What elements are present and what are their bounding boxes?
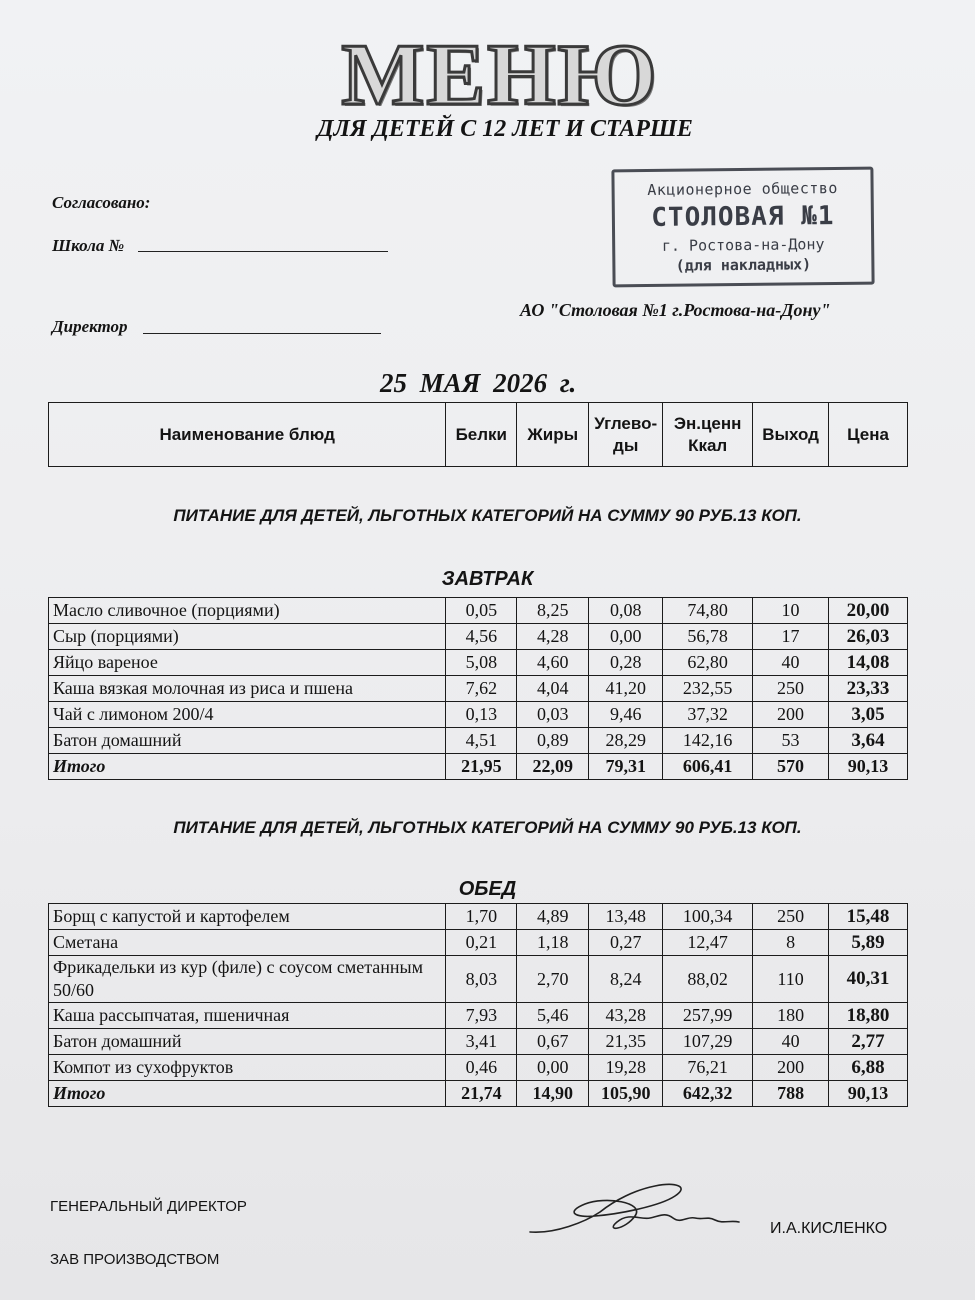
cell-fat: 22,09 — [517, 754, 589, 780]
col-name: Наименование блюд — [49, 403, 446, 467]
cell-fat: 4,60 — [517, 650, 589, 676]
cell-yield: 40 — [753, 650, 829, 676]
cell-price: 2,77 — [829, 1029, 908, 1055]
cell-fat: 0,89 — [517, 728, 589, 754]
cell-price: 40,31 — [829, 956, 908, 1003]
cell-name: Яйцо вареное — [49, 650, 446, 676]
school-line — [138, 251, 388, 252]
cell-yield: 17 — [753, 624, 829, 650]
cell-carbs: 105,90 — [589, 1081, 663, 1107]
cell-protein: 21,74 — [446, 1081, 517, 1107]
cell-fat: 4,89 — [517, 904, 589, 930]
signer-name: И.А.КИСЛЕНКО — [770, 1220, 888, 1237]
cell-name: Сметана — [49, 930, 446, 956]
cell-name: Фрикадельки из кур (филе) с соусом сметанным 50/60 — [49, 956, 446, 1003]
cell-energy: 232,55 — [663, 676, 753, 702]
cell-yield: 8 — [753, 930, 829, 956]
table-row — [49, 650, 908, 676]
cell-fat: 1,18 — [517, 930, 589, 956]
cell-price: 90,13 — [829, 754, 908, 780]
col-carbs-line2: ды — [613, 435, 639, 455]
table-row — [49, 1003, 908, 1029]
cell-name: Каша рассыпчатая, пшеничная — [49, 1003, 446, 1029]
cell-price: 5,89 — [829, 930, 908, 956]
cell-name: Сыр (порциями) — [49, 624, 446, 650]
cell-carbs: 0,08 — [589, 598, 663, 624]
cell-name: Борщ с капустой и картофелем — [49, 904, 446, 930]
cell-yield: 200 — [753, 1055, 829, 1081]
cell-price: 23,33 — [829, 676, 908, 702]
cell-fat: 8,25 — [517, 598, 589, 624]
cell-price: 90,13 — [829, 1081, 908, 1107]
col-price: Цена — [829, 403, 908, 467]
col-energy-line1: Эн.ценн — [673, 413, 742, 433]
cell-name: Батон домашний — [49, 1029, 446, 1055]
cell-energy: 88,02 — [663, 956, 753, 1003]
cell-energy: 100,34 — [663, 904, 753, 930]
cell-fat: 14,90 — [517, 1081, 589, 1107]
cell-carbs: 21,35 — [589, 1029, 663, 1055]
cell-yield: 10 — [753, 598, 829, 624]
col-carbs-line1: Углево- — [594, 413, 658, 433]
table-row — [49, 930, 908, 956]
table-row — [49, 624, 908, 650]
cell-fat: 0,03 — [517, 702, 589, 728]
cell-fat: 0,00 — [517, 1055, 589, 1081]
cell-name: Батон домашний — [49, 728, 446, 754]
director-label: Директор — [52, 317, 128, 336]
cell-price: 18,80 — [829, 1003, 908, 1029]
cell-fat: 5,46 — [517, 1003, 589, 1029]
cell-name: Компот из сухофруктов — [49, 1055, 446, 1081]
page-subtitle: ДЛЯ ДЕТЕЙ С 12 ЛЕТ И СТАРШЕ — [317, 116, 693, 142]
cell-carbs: 8,24 — [589, 956, 663, 1003]
cell-carbs: 0,00 — [589, 624, 663, 650]
cell-name: Итого — [49, 1081, 446, 1107]
cell-energy: 257,99 — [663, 1003, 753, 1029]
school-label: Школа № — [52, 236, 125, 255]
stamp-line-2: СТОЛОВАЯ №1 — [651, 201, 835, 233]
cell-yield: 180 — [753, 1003, 829, 1029]
cell-yield: 250 — [753, 676, 829, 702]
cell-price: 3,05 — [829, 702, 908, 728]
cell-protein: 21,95 — [446, 754, 517, 780]
cell-price: 15,48 — [829, 904, 908, 930]
cell-carbs: 43,28 — [589, 1003, 663, 1029]
breakfast-total-row — [49, 754, 908, 780]
cell-price: 20,00 — [829, 598, 908, 624]
cell-yield: 40 — [753, 1029, 829, 1055]
breakfast-rows — [49, 598, 908, 780]
table-row — [49, 728, 908, 754]
organization-name: АО "Столовая №1 г.Ростова-на-Дону" — [520, 300, 831, 320]
cell-protein: 7,62 — [446, 676, 517, 702]
cell-fat: 4,28 — [517, 624, 589, 650]
cell-protein: 0,21 — [446, 930, 517, 956]
cell-carbs: 13,48 — [589, 904, 663, 930]
signature — [525, 1172, 745, 1252]
lunch-rows — [49, 904, 908, 1107]
cell-protein: 7,93 — [446, 1003, 517, 1029]
cell-name: Чай с лимоном 200/4 — [49, 702, 446, 728]
cell-fat: 2,70 — [517, 956, 589, 1003]
cell-price: 6,88 — [829, 1055, 908, 1081]
cell-energy: 37,32 — [663, 702, 753, 728]
breakfast-section-heading: ПИТАНИЕ ДЛЯ ДЕТЕЙ, ЛЬГОТНЫХ КАТЕГОРИЙ НА СУММУ 90 РУБ.13 КОП. — [173, 506, 802, 525]
cell-yield: 570 — [753, 754, 829, 780]
cell-energy: 606,41 — [663, 754, 753, 780]
cell-yield: 250 — [753, 904, 829, 930]
cell-carbs: 28,29 — [589, 728, 663, 754]
cell-price: 3,64 — [829, 728, 908, 754]
cell-name: Итого — [49, 754, 446, 780]
cell-carbs: 19,28 — [589, 1055, 663, 1081]
table-row — [49, 598, 908, 624]
table-row — [49, 956, 908, 1003]
cell-protein: 0,46 — [446, 1055, 517, 1081]
cell-energy: 62,80 — [663, 650, 753, 676]
cell-price: 14,08 — [829, 650, 908, 676]
stamp-line-3: г. Ростова-на-Дону — [661, 235, 825, 255]
cell-yield: 200 — [753, 702, 829, 728]
table-row — [49, 676, 908, 702]
cell-protein: 0,05 — [446, 598, 517, 624]
col-protein: Белки — [446, 403, 517, 467]
cell-protein: 3,41 — [446, 1029, 517, 1055]
cell-energy: 56,78 — [663, 624, 753, 650]
cell-energy: 12,47 — [663, 930, 753, 956]
cell-carbs: 79,31 — [589, 754, 663, 780]
cell-protein: 5,08 — [446, 650, 517, 676]
table-row — [49, 702, 908, 728]
cell-fat: 0,67 — [517, 1029, 589, 1055]
cell-protein: 0,13 — [446, 702, 517, 728]
cell-energy: 107,29 — [663, 1029, 753, 1055]
col-fat: Жиры — [517, 403, 589, 467]
general-director-label: ГЕНЕРАЛЬНЫЙ ДИРЕКТОР — [50, 1198, 247, 1215]
table-row — [49, 1029, 908, 1055]
production-head-label: ЗАВ ПРОИЗВОДСТВОМ — [50, 1251, 220, 1268]
cell-fat: 4,04 — [517, 676, 589, 702]
col-energy-line2: Ккал — [688, 435, 728, 455]
lunch-title: ОБЕД — [458, 878, 517, 900]
cell-protein: 1,70 — [446, 904, 517, 930]
lunch-total-row — [49, 1081, 908, 1107]
cell-protein: 4,56 — [446, 624, 517, 650]
col-yield: Выход — [753, 403, 829, 467]
cell-yield: 53 — [753, 728, 829, 754]
cell-yield: 788 — [753, 1081, 829, 1107]
col-carbs — [589, 403, 663, 467]
menu-date: 25 МАЯ 2026 г. — [380, 368, 577, 398]
cell-carbs: 0,28 — [589, 650, 663, 676]
director-line — [143, 333, 381, 334]
col-energy — [663, 403, 753, 467]
cell-carbs: 0,27 — [589, 930, 663, 956]
cell-energy: 74,80 — [663, 598, 753, 624]
breakfast-title: ЗАВТРАК — [441, 568, 534, 590]
cell-name: Каша вязкая молочная из риса и пшена — [49, 676, 446, 702]
lunch-table — [48, 903, 908, 1107]
column-header-table — [48, 402, 908, 467]
stamp-line-1: Акционерное общество — [647, 179, 839, 199]
cell-protein: 8,03 — [446, 956, 517, 1003]
agreed-label: Согласовано: — [52, 193, 151, 212]
cell-energy: 642,32 — [663, 1081, 753, 1107]
cell-energy: 76,21 — [663, 1055, 753, 1081]
table-row — [49, 904, 908, 930]
cell-protein: 4,51 — [446, 728, 517, 754]
cell-carbs: 41,20 — [589, 676, 663, 702]
cell-yield: 110 — [753, 956, 829, 1003]
stamp-line-4: (для накладных) — [675, 255, 812, 275]
lunch-section-heading: ПИТАНИЕ ДЛЯ ДЕТЕЙ, ЛЬГОТНЫХ КАТЕГОРИЙ НА СУММУ 90 РУБ.13 КОП. — [173, 818, 802, 837]
breakfast-table — [48, 597, 908, 780]
cell-name: Масло сливочное (порциями) — [49, 598, 446, 624]
table-row — [49, 1055, 908, 1081]
cell-price: 26,03 — [829, 624, 908, 650]
organization-stamp — [611, 167, 874, 288]
cell-carbs: 9,46 — [589, 702, 663, 728]
page-title: МЕНЮ — [341, 27, 659, 124]
cell-energy: 142,16 — [663, 728, 753, 754]
